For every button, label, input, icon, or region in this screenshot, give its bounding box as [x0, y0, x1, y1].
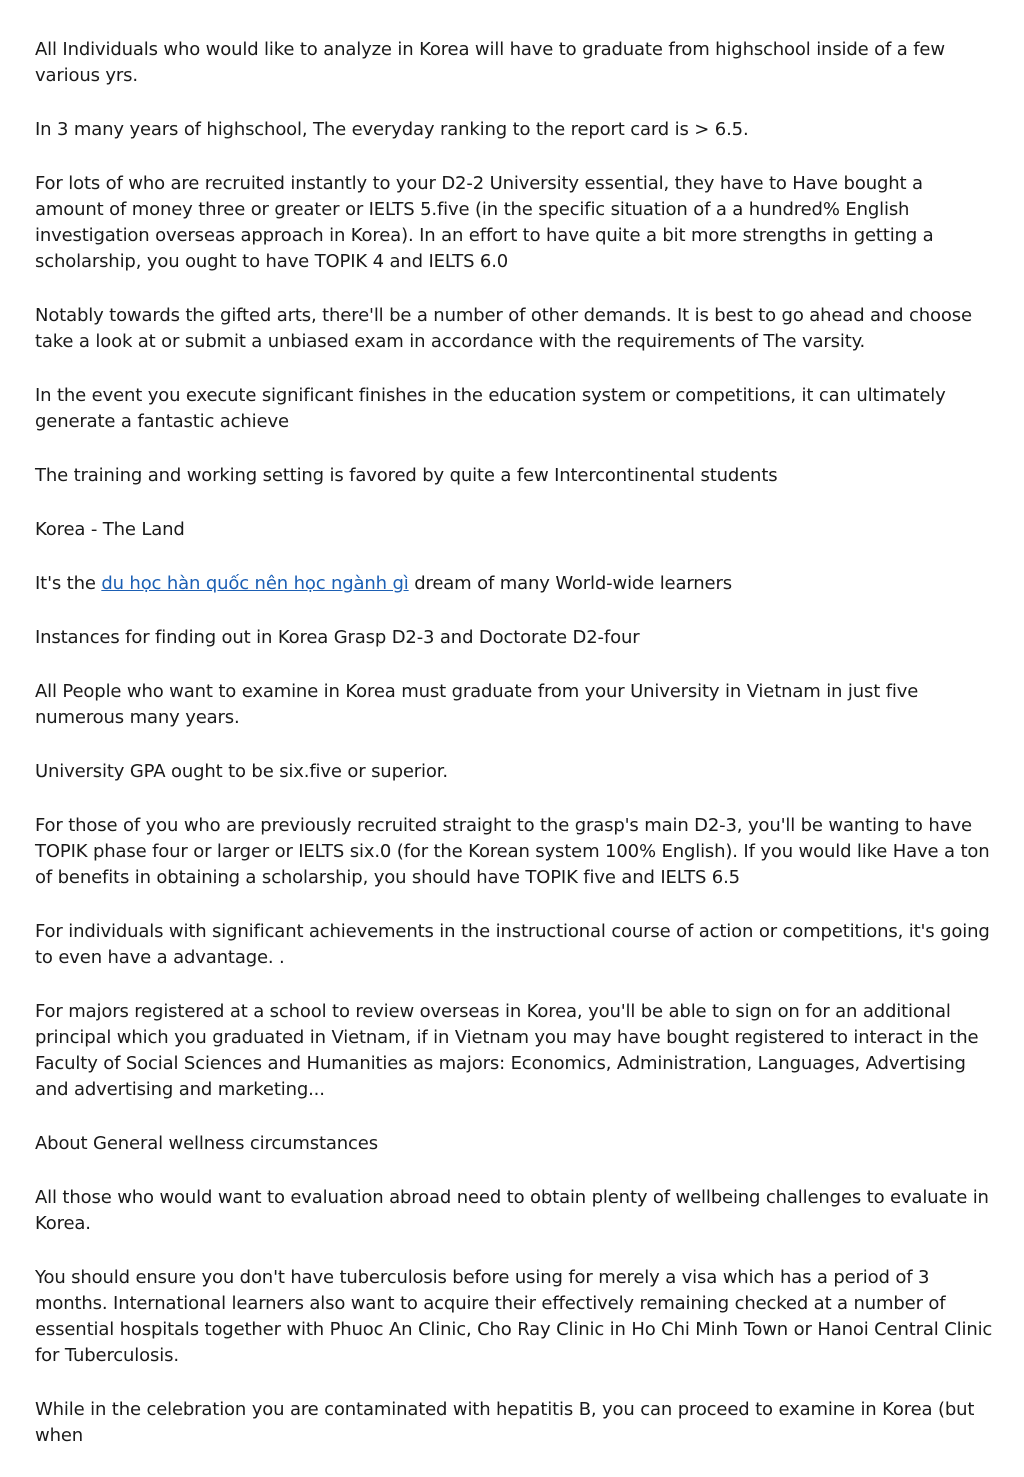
paragraph-gpa: University GPA ought to be six.five or superior. [35, 761, 448, 782]
paragraph-d2-2-language: For lots of who are recruited instantly to your D2-2 University essential, they have to Have bought a amount of money three or greater or IELTS 5.five (in the specific situation of a a hundred% English investigation overseas approach in Korea). In an effort to have quite a bit more strengths in getting a scholarship, you ought to have TOPIK 4 and IELTS 6.0 [35, 173, 934, 272]
paragraph-advantage: For individuals with significant achievements in the instructional course of action or competitions, it's going to even have a advantage. . [35, 921, 990, 968]
paragraph-university-graduation: All People who want to examine in Korea must graduate from your University in Vietnam in just five numerous many years. [35, 681, 919, 728]
paragraph-tuberculosis: You should ensure you don't have tuberculosis before using for merely a visa which has a period of 3 months. International learners also want to acquire their effectively remaining checked at a number of essential hospitals together with Phuoc An Clinic, Cho Ray Clinic in Ho Chi Minh Town or Hanoi Central Clinic for Tuberculosis. [35, 1267, 993, 1366]
paragraph-report-card: In 3 many years of highschool, The everyday ranking to the report card is > 6.5. [35, 119, 749, 140]
paragraph-training-setting: The training and working setting is favored by quite a few Intercontinental students [35, 465, 778, 486]
link-paragraph-after: dream of many World-wide learners [408, 573, 732, 594]
paragraph-dream-link [35, 571, 995, 597]
paragraph-majors: For majors registered at a school to review overseas in Korea, you'll be able to sign on for an additional principal which you graduated in Vietnam, if in Vietnam you may have bought registered to interact in the Faculty of Social Sciences and Humanities as majors: Economics, Administration, Languages, Advertising and advertising and marketing... [35, 1001, 979, 1100]
paragraph-d2-3-language: For those of you who are previously recruited straight to the grasp's main D2-3, you'll be wanting to have TOPIK phase four or larger or IELTS six.0 (for the Korean system 100% English). If you would like Have a ton of benefits in obtaining a scholarship, you should have TOPIK five and IELTS 6.5 [35, 815, 990, 888]
document-body [35, 37, 995, 1477]
paragraph-wellbeing: All those who would want to evaluation abroad need to obtain plenty of wellbeing challenges to evaluate in Korea. [35, 1187, 989, 1234]
paragraph-wellness-heading: About General wellness circumstances [35, 1133, 378, 1154]
paragraph-gifted-arts: Notably towards the gifted arts, there'll be a number of other demands. It is best to go ahead and choose take a look at or submit a unbiased exam in accordance with the requirements of The varsity. [35, 305, 972, 352]
study-korea-link[interactable]: du học hàn quốc nên học ngành gì [101, 573, 409, 594]
paragraph-d2-3-heading: Instances for finding out in Korea Grasp D2-3 and Doctorate D2-four [35, 627, 640, 648]
paragraph-graduation-requirement: All Individuals who would like to analyze in Korea will have to graduate from highschool inside of a few various yrs. [35, 39, 945, 86]
link-paragraph-before: It's the [35, 573, 102, 594]
paragraph-hepatitis: While in the celebration you are contaminated with hepatitis B, you can proceed to examine in Korea (but when [35, 1399, 975, 1446]
paragraph-achievements: In the event you execute significant finishes in the education system or competitions, it can ultimately generate a fantastic achieve [35, 385, 946, 432]
paragraph-korea-land: Korea - The Land [35, 519, 185, 540]
